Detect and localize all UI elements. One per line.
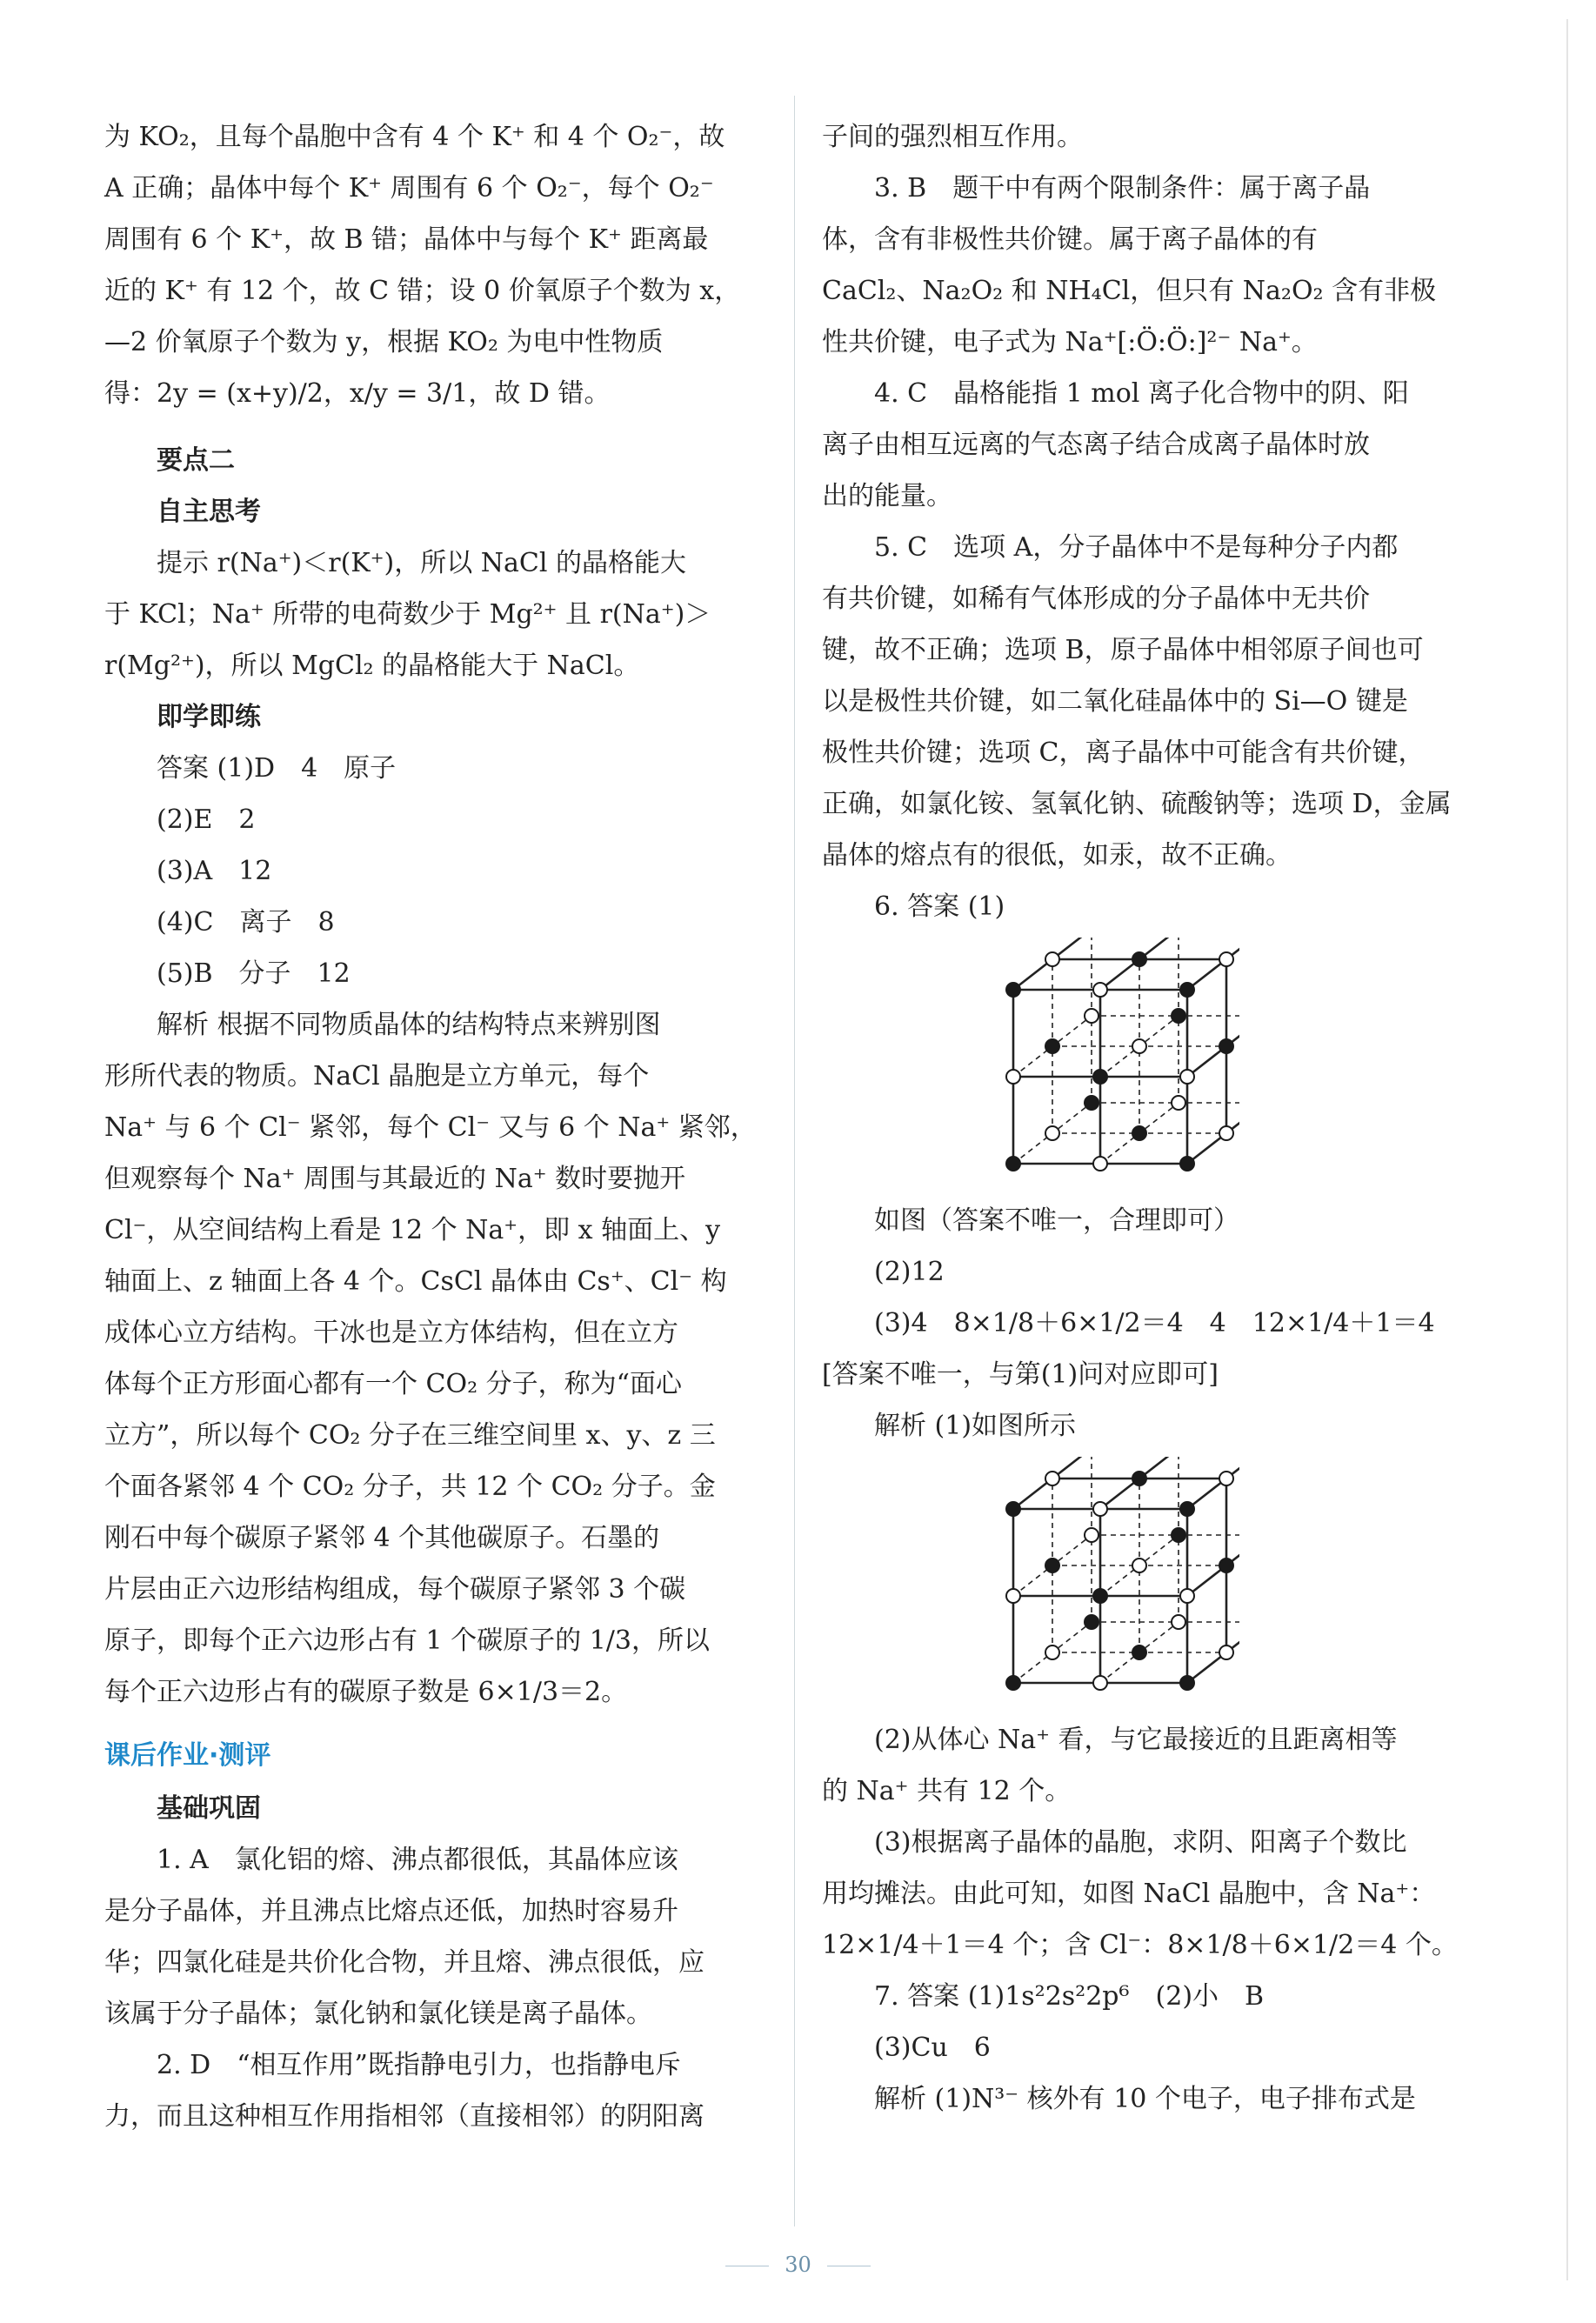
right-text-block-1 [822,111,1492,932]
chloride-ion-dot [1172,1096,1185,1110]
right-text-line: 解析 (1)N³⁻ 核外有 10 个电子，电子排布式是 [874,2084,1416,2114]
chloride-ion-dot [1180,1070,1194,1084]
sodium-ion-dot [1180,983,1194,997]
sodium-ion-dot [1006,1502,1020,1516]
right-text-line: 的 Na⁺ 共有 12 个。 [822,1776,1072,1806]
chloride-ion-dot [1093,983,1107,997]
chloride-ion-dot [1180,1589,1194,1603]
sodium-ion-dot [1172,1009,1185,1023]
right-text-line: 出的能量。 [822,481,952,511]
right-text-block-2 [822,1195,1492,1452]
left-text-line: 力，而且这种相互作用指相邻（直接相邻）的阴阳离 [104,2101,705,2132]
sodium-ion-dot [1132,1645,1146,1659]
chloride-ion-dot [1219,1126,1233,1140]
page-edge [1566,19,1568,2280]
chloride-ion-dot [1045,952,1059,966]
chloride-ion-dot [1045,1472,1059,1485]
left-text-line: 周围有 6 个 K⁺，故 B 错；晶体中与每个 K⁺ 距离最 [104,224,709,255]
left-text-line: 但观察每个 Na⁺ 周围与其最近的 Na⁺ 数时要抛开 [104,1164,686,1194]
left-text-line: 为 KO₂，且每个晶胞中含有 4 个 K⁺ 和 4 个 O₂⁻，故 [104,122,725,152]
left-text-line: 是分子晶体，并且沸点比熔点还低，加热时容易升 [104,1896,678,1926]
sodium-ion-dot [1093,1070,1107,1084]
right-text-line: 性共价键，电子式为 Na⁺[:Ö:Ö:]²⁻ Na⁺。 [822,327,1318,357]
left-text-line: Cl⁻，从空间结构上看是 12 个 Na⁺，即 x 轴面上、y [104,1215,721,1245]
right-text-line: 5. C 选项 A，分子晶体中不是每种分子内都 [874,532,1399,563]
right-text-line: 解析 (1)如图所示 [874,1411,1077,1441]
right-text-line: (2)12 [874,1257,945,1287]
right-text-line: 4. C 晶格能指 1 mol 离子化合物中的阴、阳 [874,378,1409,409]
right-text-line: (2)从体心 Na⁺ 看，与它最接近的且距离相等 [874,1725,1398,1755]
chloride-ion-dot [1219,1645,1233,1659]
right-text-line: 6. 答案 (1) [874,891,1005,922]
chloride-ion-dot [1132,1559,1146,1572]
chloride-ion-dot [1219,1472,1233,1485]
chloride-ion-dot [1006,1589,1020,1603]
left-text-line: 近的 K⁺ 有 12 个，故 C 错；设 0 价氧原子个数为 x， [104,276,741,306]
left-text-line: 2. D “相互作用”既指静电引力，也指静电斥 [157,2050,681,2080]
left-text-line: 于 KCl；Na⁺ 所带的电荷数少于 Mg²⁺ 且 r(Na⁺)＞ [104,599,711,630]
chloride-ion-dot [1085,1009,1099,1023]
sodium-ion-dot [1006,1676,1020,1690]
right-text-line: 7. 答案 (1)1s²2s²2p⁶ (2)小 B [874,1981,1265,2012]
right-text-line: 子间的强烈相互作用。 [822,122,1083,152]
right-text-line: 以是极性共价键，如二氧化硅晶体中的 Si—O 键是 [822,686,1408,717]
left-text-line: 每个正六边形占有的碳原子数是 6×1/3＝2。 [104,1677,628,1707]
right-text-line: (3)根据离子晶体的晶胞，求阴、阳离子个数比 [874,1827,1407,1858]
page-number: 30 [785,2253,811,2277]
right-column [822,111,1492,2125]
left-text-line: 要点二 [157,445,235,476]
chloride-ion-dot [1045,1645,1059,1659]
sodium-ion-dot [1132,1472,1146,1485]
chloride-ion-dot [1006,1070,1020,1084]
chloride-ion-dot [1093,1502,1107,1516]
chloride-ion-dot [1093,1676,1107,1690]
left-text-line: 形所代表的物质。NaCl 晶胞是立方单元，每个 [104,1061,650,1091]
right-text-line: 极性共价键；选项 C，离子晶体中可能含有共价键， [822,738,1425,768]
chloride-ion-dot [1219,952,1233,966]
left-text-line: 得：2y = (x+y)/2，x/y = 3/1，故 D 错。 [104,378,611,409]
left-text-line: 基础巩固 [157,1793,261,1824]
left-text-line: 提示 r(Na⁺)＜r(K⁺)，所以 NaCl 的晶格能大 [157,548,687,578]
right-text-line: 离子由相互远离的气态离子结合成离子晶体时放 [822,430,1370,460]
left-text-line: 该属于分子晶体；氯化钠和氯化镁是离子晶体。 [104,1999,652,2029]
nacl-unit-cell-figure-2 [978,1457,1239,1709]
chloride-ion-dot [1045,1126,1059,1140]
nacl-unit-cell-figure-1 [978,938,1239,1190]
left-text-line: 1. A 氯化铝的熔、沸点都很低，其晶体应该 [157,1845,678,1875]
sodium-ion-dot [1132,1126,1146,1140]
left-text-line: (3)A 12 [157,856,272,886]
right-text-line: [答案不唯一，与第(1)问对应即可] [822,1359,1219,1390]
sodium-ion-dot [1180,1676,1194,1690]
left-text-line [104,419,774,435]
sodium-ion-dot [1085,1615,1099,1629]
sodium-ion-dot [1219,1039,1233,1053]
right-text-line: (3)4 8×1/8＋6×1/2＝4 4 12×1/4＋1＝4 [874,1308,1435,1338]
left-text-line: 即学即练 [157,702,261,732]
right-text-line: 12×1/4＋1＝4 个；含 Cl⁻：8×1/8＋6×1/2＝4 个。 [822,1930,1458,1960]
right-text-block-3 [822,1714,1492,2125]
right-text-line: 有共价键，如稀有气体形成的分子晶体中无共价 [822,584,1370,614]
sodium-ion-dot [1045,1559,1059,1572]
left-text-line: (5)B 分子 12 [157,958,351,989]
sodium-ion-dot [1132,952,1146,966]
sodium-ion-dot [1006,1157,1020,1171]
chloride-ion-dot [1093,1157,1107,1171]
right-text-line: 3. B 题干中有两个限制条件：属于离子晶 [874,173,1371,204]
page-footer [0,2253,1596,2277]
left-text-line: 成体心立方结构。干冰也是立方体结构，但在立方 [104,1318,678,1348]
left-text-line: 轴面上、z 轴面上各 4 个。CsCl 晶体由 Cs⁺、Cl⁻ 构 [104,1266,727,1297]
left-text-line: A 正确；晶体中每个 K⁺ 周围有 6 个 O₂⁻，每个 O₂⁻ [104,173,714,204]
left-text-line: (4)C 离子 8 [157,907,335,938]
left-text-line: 课后作业·测评 [104,1740,271,1771]
right-text-line: 用均摊法。由此可知，如图 NaCl 晶胞中，含 Na⁺： [822,1879,1436,1909]
left-text-line: 自主思考 [157,497,261,527]
sodium-ion-dot [1093,1589,1107,1603]
left-text-line: (2)E 2 [157,804,256,835]
left-text-line: 原子，即每个正六边形占有 1 个碳原子的 1/3，所以 [104,1625,710,1656]
right-text-line: 如图（答案不唯一，合理即可） [874,1205,1239,1236]
sodium-ion-dot [1085,1096,1099,1110]
left-text-line: r(Mg²⁺)，所以 MgCl₂ 的晶格能大于 NaCl。 [104,651,640,681]
left-text-line: 刚石中每个碳原子紧邻 4 个其他碳原子。石墨的 [104,1523,660,1553]
left-text-line: 答案 (1)D 4 原子 [157,753,397,784]
left-text-line: 华；四氯化硅是共价化合物，并且熔、沸点很低，应 [104,1947,705,1978]
sodium-ion-dot [1180,1502,1194,1516]
right-text-line: 键，故不正确；选项 B，原子晶体中相邻原子间也可 [822,635,1424,665]
sodium-ion-dot [1219,1559,1233,1572]
chloride-ion-dot [1172,1615,1185,1629]
right-text-line: CaCl₂、Na₂O₂ 和 NH₄Cl，但只有 Na₂O₂ 含有非极 [822,276,1437,306]
column-divider [794,96,795,2226]
sodium-ion-dot [1180,1157,1194,1171]
chloride-ion-dot [1132,1039,1146,1053]
sodium-ion-dot [1172,1528,1185,1542]
sodium-ion-dot [1045,1039,1059,1053]
left-text-line: 解析 根据不同物质晶体的结构特点来辨别图 [157,1010,661,1040]
chloride-ion-dot [1085,1528,1099,1542]
left-text-line: 片层由正六边形结构组成，每个碳原子紧邻 3 个碳 [104,1574,686,1605]
left-text-line: 立方”，所以每个 CO₂ 分子在三维空间里 x、y、z 三 [104,1420,716,1451]
left-text-line: 个面各紧邻 4 个 CO₂ 分子，共 12 个 CO₂ 分子。金 [104,1472,716,1502]
left-column [104,111,774,2142]
left-text-line: —2 价氧原子个数为 y，根据 KO₂ 为电中性物质 [104,327,664,357]
right-text-line: 体，含有非极性共价键。属于离子晶体的有 [822,224,1318,255]
right-text-line: 晶体的熔点有的很低，如汞，故不正确。 [822,840,1292,871]
right-text-line: (3)Cu 6 [874,2033,991,2063]
left-text-line: Na⁺ 与 6 个 Cl⁻ 紧邻，每个 Cl⁻ 又与 6 个 Na⁺ 紧邻， [104,1112,757,1143]
left-text-line: 体每个正方形面心都有一个 CO₂ 分子，称为“面心 [104,1369,682,1399]
right-text-line: 正确，如氯化铵、氢氧化钠、硫酸钠等；选项 D，金属 [822,789,1452,819]
sodium-ion-dot [1006,983,1020,997]
